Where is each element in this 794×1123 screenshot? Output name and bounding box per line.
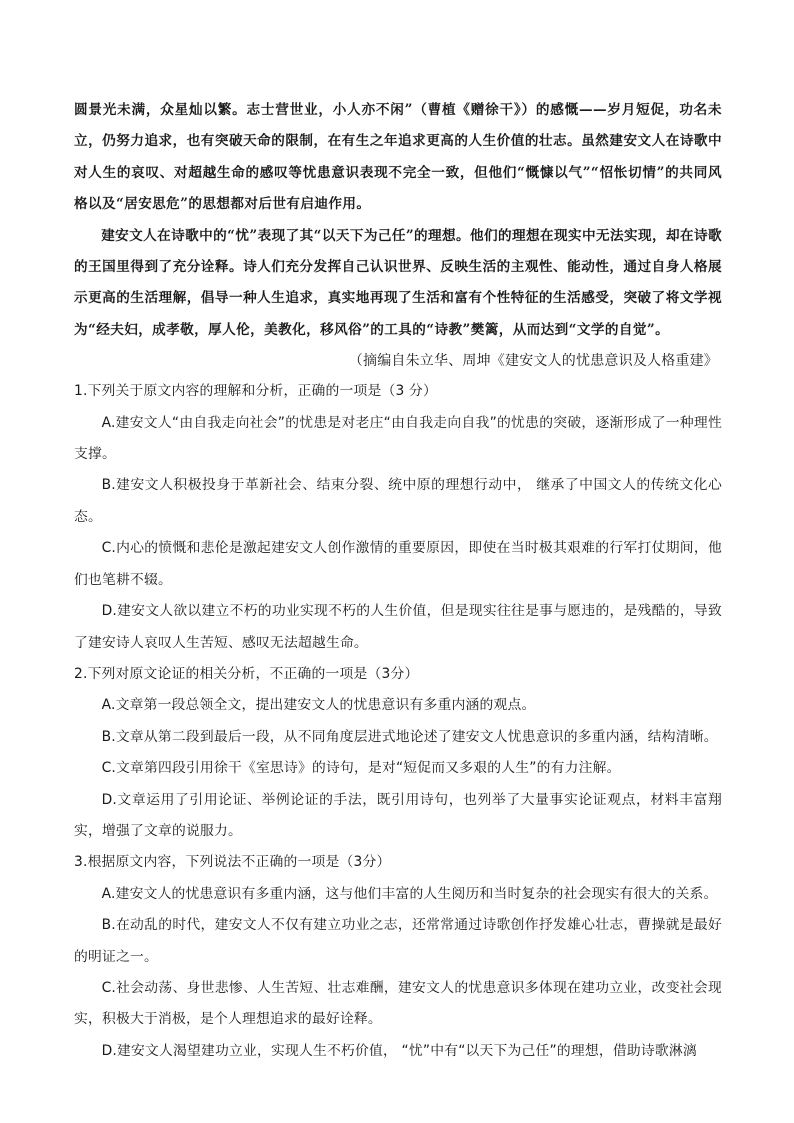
question-1 xyxy=(74,376,722,659)
question-stem: 3.根据原文内容，下列说法不正确的一项是（3分） xyxy=(74,854,391,871)
option-d: D.文章运用了引用论证、举例论证的手法，既引用诗句，也列举了大量事实论证观点，材料丰富翔实，增强了文章的说服力。 xyxy=(74,791,722,839)
option-b: B.建安文人积极投身于革新社会、结束分裂、统中原的理想行动中， 继承了中国文人的传统文化心态。 xyxy=(74,477,722,525)
reading-passage xyxy=(74,95,722,346)
option-b: B.文章从第二段到最后一段，从不同角度层进式地论述了建安文人忧患意识的多重内涵，结构清晰。 xyxy=(101,728,718,745)
question-stem: 2.下列对原文论证的相关分析，不正确的一项是（3分） xyxy=(74,665,419,682)
option-d: D.建安文人欲以建立不朽的功业实现不朽的人生价值，但是现实往往是事与愿违的，是残酷的，导致了建安诗人哀叹人生苦短、感叹无法超越生命。 xyxy=(74,603,722,651)
question-stem: 1.下列关于原文内容的理解和分析，正确的一项是（3 分） xyxy=(74,383,438,400)
option-a: A.建安文人的忧患意识有多重内涵，这与他们丰富的人生阅历和当时复杂的社会现实有很大的关系。 xyxy=(101,885,718,902)
option-c: C.内心的愤慨和悲伦是激起建安文人创作激情的重要原因，即使在当时极其艰难的行军打仗期间，他们也笔耕不辍。 xyxy=(74,540,722,588)
passage-paragraph: 圆景光未满，众星灿以繁。志士营世业，小人亦不闲”（曹植《赠徐干》）的感慨——岁月短促，功名未立，仍努力追求，也有突破天命的限制，在有生之年追求更高的人生价值的壮志。虽然建安文人在诗歌中对人生的哀叹、对超越生命的感叹等忧患意识表现不完全一致，但他们“慨慷以气”“怊怅切情”的共同风格以及“居安思危”的思想都对后世有启迪作用。 xyxy=(74,102,722,213)
option-a: A.建安文人“由自我走向社会”的忧患是对老庄“由自我走向自我”的忧患的突破，逐渐形成了一种理性支撑。 xyxy=(74,414,722,463)
passage-source: （摘编自朱立华、周坤《建安文人的忧患意识及人格重建》 xyxy=(348,353,718,370)
option-c: C.文章第四段引用徐干《室思诗》的诗句，是对“短促而又多艰的人生”的有力注解。 xyxy=(101,760,621,777)
question-3 xyxy=(74,847,722,1067)
option-d: D.建安文人渴望建功立业，实现人生不朽价值， “忧”中有“以天下为己任”的理想，借助诗歌淋漓 xyxy=(101,1042,697,1059)
option-b: B.在动乱的时代，建安文人不仅有建立功业之志，还常常通过诗歌创作抒发雄心壮志，曹操就是最好的明证之一。 xyxy=(74,917,722,965)
option-c: C.社会动荡、身世悲惨、人生苦短、壮志难酬，建安文人的忧患意识多体现在建功立业，改变社会现实，积极大于消极，是个人理想追求的最好诠释。 xyxy=(74,979,722,1028)
option-a: A.文章第一段总领全文，提出建安文人的忧患意识有多重内涵的观点。 xyxy=(101,697,536,714)
passage-paragraph: 建安文人在诗歌中的“忧”表现了其“以天下为己任”的理想。他们的理想在现实中无法实现，却在诗歌的王国里得到了充分诠释。诗人们充分发挥自己认识世界、反映生活的主观性、能动性，通过自身人格展示更高的生活理解，倡导一种人生追求，真实地再现了生活和富有个性特征的生活感受，突破了将文学视为“经夫妇，成孝敬，厚人伦，美教化，移风俗”的工具的“诗教”樊篱，从而达到“文学的自觉”。 xyxy=(74,227,722,338)
question-2 xyxy=(74,659,722,847)
